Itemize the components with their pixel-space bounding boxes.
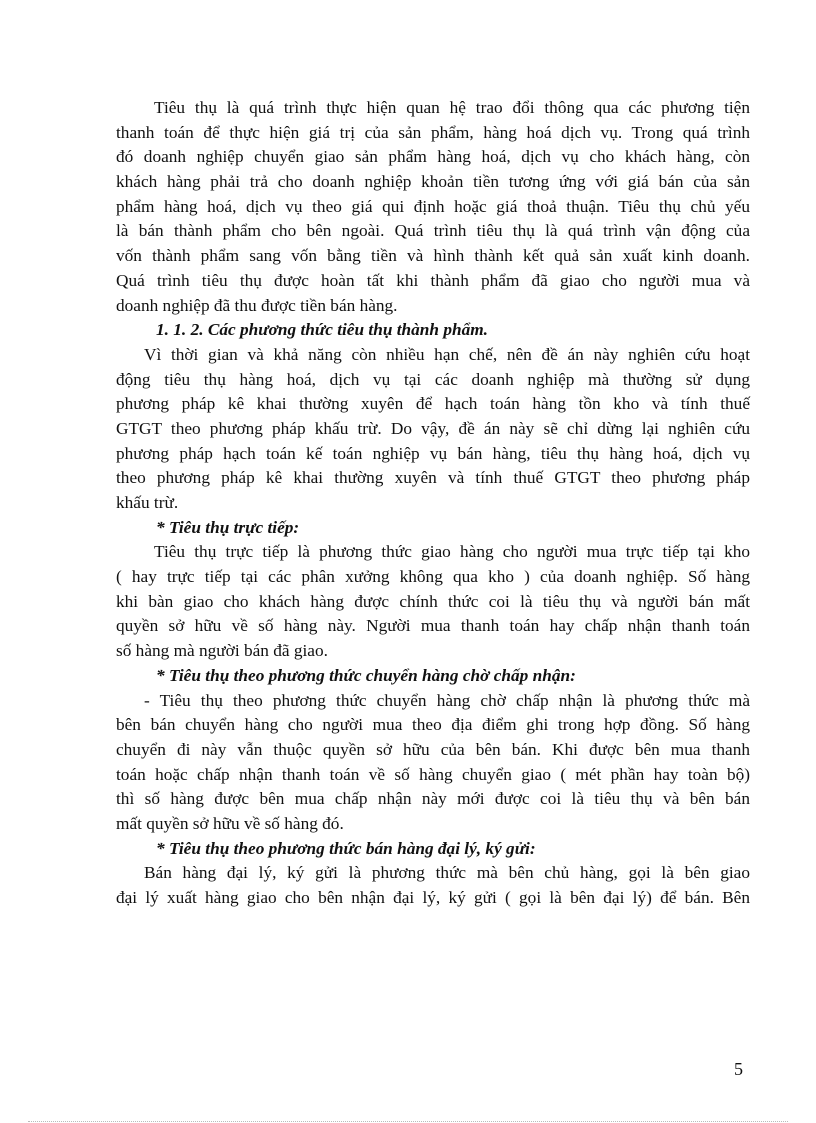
- text-line: chuyển đi này vẫn thuộc quyền sở hữu của bên bán. Khi được bên mua thanh: [116, 739, 750, 759]
- subheading-shipment-pending: * Tiêu thụ theo phương thức chuyển hàng chờ chấp nhận:: [156, 665, 576, 685]
- text-line: theo phương pháp kê khai thường xuyên và tính thuế GTGT theo phương pháp: [116, 468, 750, 488]
- subheading-direct-sales: * Tiêu thụ trực tiếp:: [156, 517, 300, 537]
- text-line: thanh toán để thực hiện giá trị của sản phẩm, hàng hoá dịch vụ. Trong quá trình: [116, 122, 750, 142]
- text-line: ( hay trực tiếp tại các phân xưởng không qua kho ) của doanh nghiệp. Số hàng: [116, 567, 750, 587]
- text-line: GTGT theo phương pháp khấu trừ. Do vậy, đề án này sẽ chỉ dừng lại nghiên cứu: [116, 418, 750, 438]
- paragraph-shipment-pending: [116, 689, 750, 837]
- text-line: khách hàng phải trả cho doanh nghiệp khoản tiền tương ứng với giá bán của sản: [116, 172, 750, 192]
- text-line: khi bàn giao cho khách hàng được chính thức coi là tiêu thụ và người bán mất: [116, 591, 750, 611]
- page-number: 5: [734, 1059, 743, 1079]
- text-line: thì số hàng được bên mua chấp nhận này mới được coi là tiêu thụ và bên bán: [116, 789, 750, 809]
- text-line: doanh nghiệp đã thu được tiền bán hàng.: [116, 295, 398, 315]
- text-line: Bán hàng đại lý, ký gửi là phương thức mà bên chủ hàng, gọi là bên giao: [144, 863, 750, 883]
- text-line: quyền sở hữu về số hàng này. Người mua thanh toán hay chấp nhận thanh toán: [116, 616, 750, 636]
- text-line: Quá trình tiêu thụ được hoàn tất khi thành phẩm đã giao cho người mua và: [116, 270, 750, 290]
- text-line: mất quyền sở hữu về số hàng đó.: [116, 813, 344, 833]
- text-line: là bán thành phẩm cho bên ngoài. Quá trình tiêu thụ là quá trình vận động của: [116, 221, 750, 241]
- page-bottom-divider: [28, 1121, 788, 1122]
- paragraph-agency-consignment: [116, 861, 750, 910]
- section-heading-methods: 1. 1. 2. Các phương thức tiêu thụ thành phẩm.: [156, 320, 489, 340]
- text-line: phương pháp kê khai thường xuyên để hạch toán hàng tồn kho và tính thuế: [116, 394, 750, 414]
- paragraph-consumption-definition: [116, 96, 750, 318]
- paragraph-direct-sales: [116, 540, 750, 663]
- text-line: Tiêu thụ trực tiếp là phương thức giao hàng cho người mua trực tiếp tại kho: [154, 542, 750, 562]
- document-page: [116, 96, 750, 911]
- text-line: đại lý xuất hàng giao cho bên nhận đại lý, ký gửi ( gọi là bên đại lý) để bán. Bên: [116, 888, 750, 907]
- text-line: bên bán chuyển hàng cho người mua theo địa điểm ghi trong hợp đồng. Số hàng: [116, 715, 750, 735]
- text-line: Vì thời gian và khả năng còn nhiều hạn chế, nên đề án này nghiên cứu hoạt: [144, 344, 750, 364]
- paragraph-scope: [116, 343, 750, 516]
- text-line: toán hoặc chấp nhận thanh toán về số hàng chuyển giao ( mét phần hay toàn bộ): [116, 764, 750, 784]
- text-line: khấu trừ.: [116, 493, 179, 512]
- text-line: Tiêu thụ là quá trình thực hiện quan hệ trao đổi thông qua các phương tiện: [154, 98, 750, 117]
- subheading-agency-consignment: * Tiêu thụ theo phương thức bán hàng đại lý, ký gửi:: [156, 838, 536, 858]
- text-line: số hàng mà người bán đã giao.: [116, 641, 328, 661]
- text-line: phương pháp hạch toán kế toán nghiệp vụ bán hàng, tiêu thụ hàng hoá, dịch vụ: [116, 443, 750, 463]
- text-line: - Tiêu thụ theo phương thức chuyển hàng chờ chấp nhận là phương thức mà: [144, 690, 750, 710]
- text-line: đó doanh nghiệp chuyển giao sản phẩm hàng hoá, dịch vụ cho khách hàng, còn: [116, 147, 750, 167]
- text-line: động tiêu thụ hàng hoá, dịch vụ tại các doanh nghiệp mà thường sử dụng: [116, 369, 750, 389]
- text-line: phẩm hàng hoá, dịch vụ theo giá qui định hoặc giá thoả thuận. Tiêu thụ chủ yếu: [116, 196, 750, 216]
- text-line: vốn thành phẩm sang vốn bằng tiền và hình thành kết quả sản xuất kinh doanh.: [116, 246, 750, 266]
